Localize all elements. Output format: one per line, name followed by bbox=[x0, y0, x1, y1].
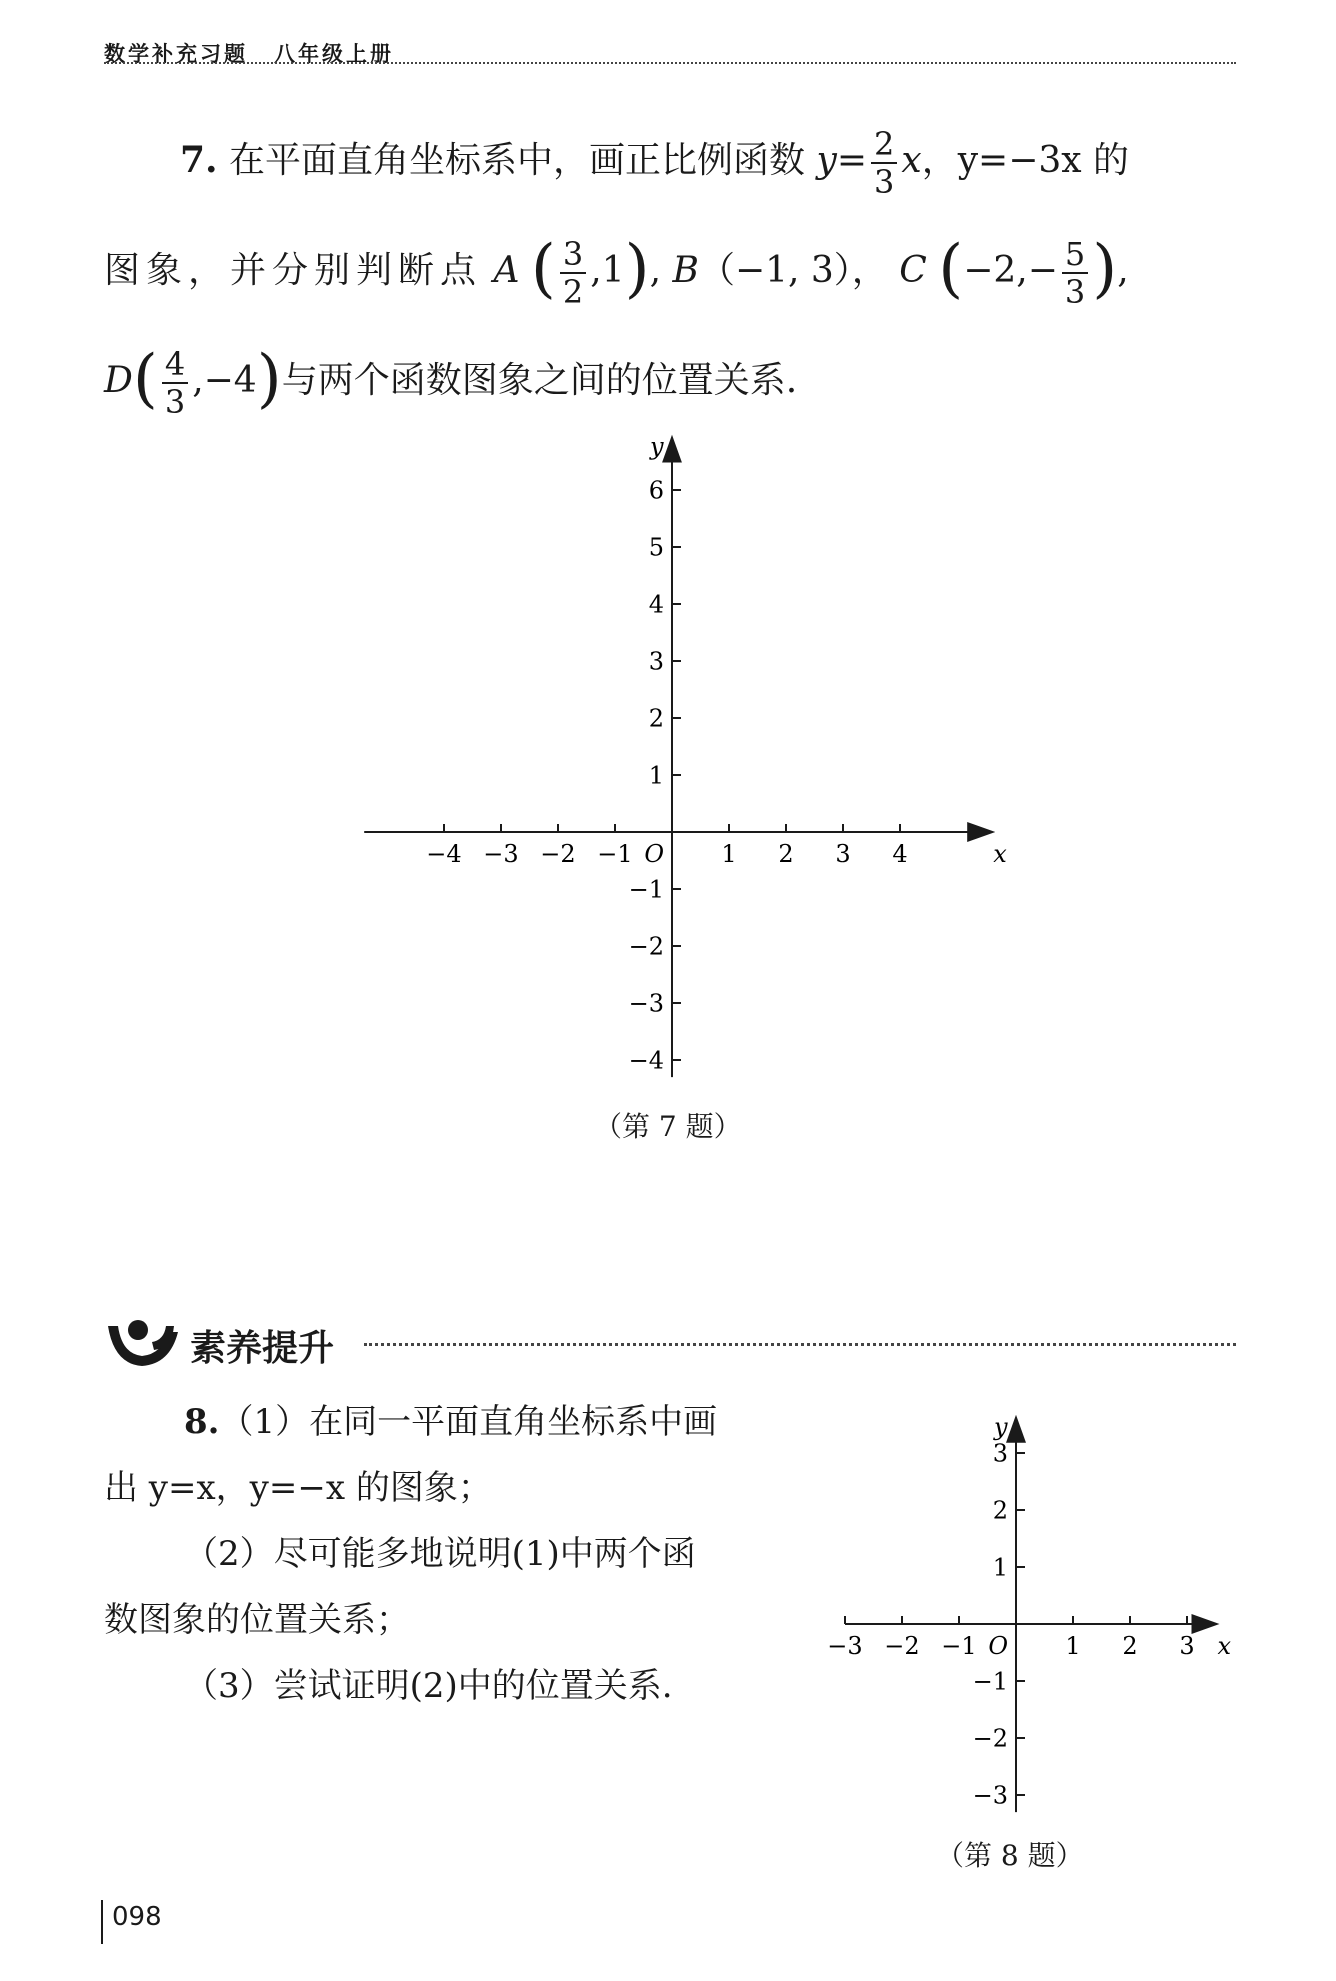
x-tick-label: −2 bbox=[884, 1632, 920, 1660]
x-tick-label: −3 bbox=[483, 840, 519, 868]
q7-equals: = bbox=[836, 140, 868, 181]
y-axis-label: y bbox=[994, 1412, 1008, 1441]
q7-x-var: x bbox=[901, 140, 922, 181]
section-divider bbox=[364, 1343, 1236, 1346]
x-tick-label: −2 bbox=[540, 840, 576, 868]
q7-coordinate-grid bbox=[400, 432, 1007, 1100]
x-tick-label: 1 bbox=[1065, 1632, 1081, 1660]
point-b-coords: （−1, 3）， bbox=[698, 250, 888, 291]
point-a-label: A bbox=[493, 250, 520, 291]
q8-line-1: 8.（1）在同一平面直角坐标系中画 bbox=[184, 1402, 718, 1442]
y-tick-label: −3 bbox=[628, 989, 664, 1018]
q7-y-var: y bbox=[816, 140, 837, 181]
point-c-x: −2,− bbox=[963, 250, 1058, 291]
y-tick-label: 2 bbox=[992, 1496, 1008, 1525]
q7-line-1 bbox=[180, 125, 1130, 201]
origin-label: O bbox=[988, 1632, 1008, 1660]
x-tick-label: 1 bbox=[721, 840, 737, 868]
y-tick-label: 3 bbox=[648, 647, 664, 676]
y-tick-label: 3 bbox=[992, 1439, 1008, 1468]
x-tick-label: −4 bbox=[426, 840, 462, 868]
y-tick-label: −3 bbox=[972, 1781, 1008, 1810]
q7-line-3: D( $\frac{4}{3}$ ,−4)与两个函数图象之间的位置关系. bbox=[104, 342, 798, 421]
point-d-label: D bbox=[104, 360, 133, 401]
x-tick-label: −3 bbox=[827, 1632, 863, 1660]
y-tick-label: 2 bbox=[648, 704, 664, 733]
x-tick-label: 2 bbox=[1122, 1632, 1138, 1660]
point-c-y-fraction: $\frac{5}{3}$ bbox=[1062, 238, 1088, 308]
x-axis-label: x bbox=[1217, 1632, 1232, 1660]
q8-number: 8. bbox=[184, 1402, 220, 1442]
q8-line-3: （2）尽可能多地说明(1)中两个函 bbox=[184, 1534, 696, 1574]
x-tick-label: 3 bbox=[835, 840, 851, 868]
q8-line-5: （3）尝试证明(2)中的位置关系. bbox=[184, 1666, 673, 1706]
page-number-rule bbox=[101, 1900, 103, 1944]
point-d-y: ,−4 bbox=[192, 360, 257, 401]
x-axis-label: x bbox=[993, 840, 1007, 868]
q7-text-3: 与两个函数图象之间的位置关系. bbox=[281, 360, 798, 401]
q7-text-1: 在平面直角坐标系中，画正比例函数 bbox=[229, 140, 806, 181]
y-tick-label: 4 bbox=[648, 590, 664, 619]
q7-line-2: 图象，并分别判断点 A ( $\frac{3}{2}$ ,1), B（−1, 3）， C (−2,− $\frac{5}{3}$ ), bbox=[104, 232, 1129, 311]
q7-number: 7. bbox=[180, 139, 218, 181]
x-tick-label: 4 bbox=[892, 840, 908, 868]
point-a-x-fraction: $\frac{3}{2}$ bbox=[560, 238, 586, 308]
page-number: 098 bbox=[112, 1902, 162, 1932]
q8-coordinate-grid bbox=[800, 1390, 1260, 1830]
q7-text-2: 图象，并分别判断点 bbox=[104, 250, 483, 291]
q7-caption: （第 7 题） bbox=[594, 1110, 742, 1143]
y-tick-label: 1 bbox=[992, 1553, 1008, 1582]
q8-caption: （第 8 题） bbox=[936, 1839, 1084, 1872]
x-tick-label: −1 bbox=[597, 840, 633, 868]
q8-line-2: 出 y=x，y=−x 的图象； bbox=[104, 1468, 492, 1508]
section-logo-icon bbox=[104, 1312, 184, 1372]
x-tick-label: −1 bbox=[941, 1632, 977, 1660]
y-tick-label: 5 bbox=[648, 533, 664, 562]
q8-line-4: 数图象的位置关系； bbox=[104, 1600, 410, 1640]
x-tick-label: 2 bbox=[778, 840, 794, 868]
y-tick-label: −2 bbox=[972, 1724, 1008, 1753]
x-tick-label: 3 bbox=[1179, 1632, 1195, 1660]
point-c-label: C bbox=[899, 250, 927, 291]
y-tick-label: −1 bbox=[972, 1667, 1008, 1696]
section-title: 素养提升 bbox=[190, 1328, 335, 1369]
header-divider bbox=[104, 62, 1236, 64]
header-grade: 八年级上册 bbox=[274, 42, 394, 66]
y-tick-label: −4 bbox=[628, 1046, 664, 1075]
origin-label: O bbox=[644, 840, 664, 868]
y-tick-label: 6 bbox=[648, 476, 664, 505]
q7-mid-1: ，y=−3x 的 bbox=[921, 140, 1130, 181]
y-tick-label: 1 bbox=[648, 761, 664, 790]
y-tick-label: −2 bbox=[628, 932, 664, 961]
y-axis-label: y bbox=[650, 432, 664, 461]
point-d-x-fraction: $\frac{4}{3}$ bbox=[162, 348, 188, 418]
point-b-label: B bbox=[672, 250, 699, 291]
q7-fraction-2-3: $\frac{2}{3}$ bbox=[871, 128, 897, 198]
point-a-y: ,1 bbox=[590, 250, 625, 291]
header-book-title: 数学补充习题 bbox=[104, 42, 248, 66]
y-tick-label: −1 bbox=[628, 875, 664, 904]
